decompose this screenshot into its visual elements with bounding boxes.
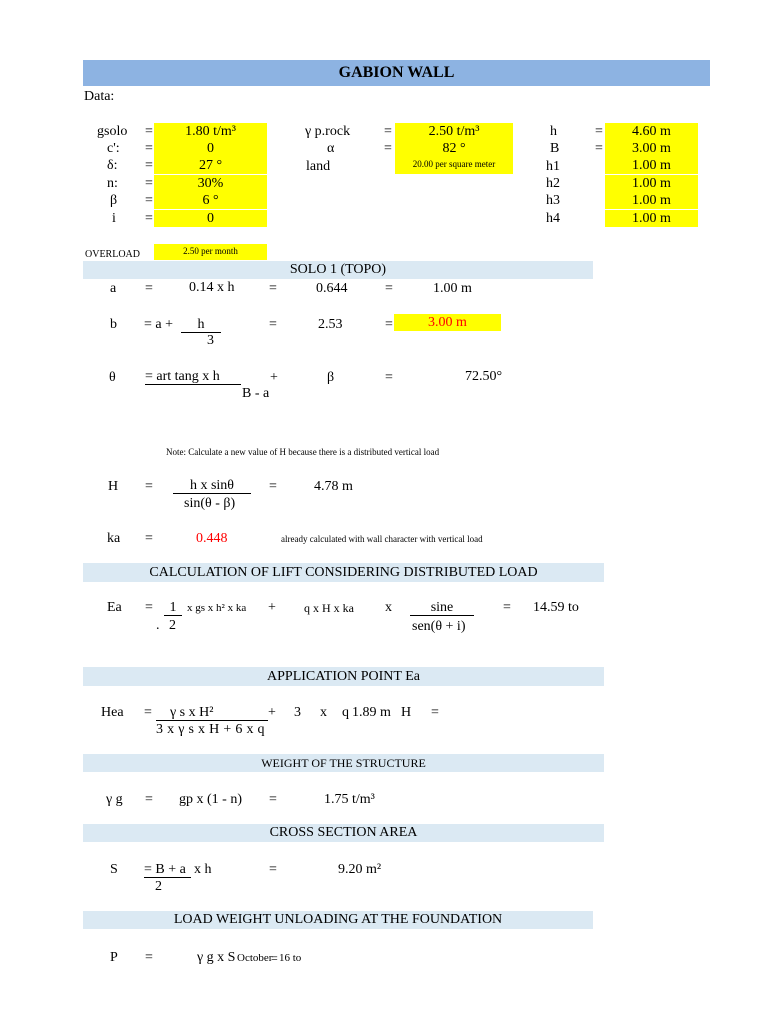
equals: = bbox=[269, 479, 277, 494]
equals: = bbox=[145, 141, 153, 156]
calc-H-numerator: h x sinθ bbox=[173, 478, 251, 494]
param-value: 1.00 m bbox=[605, 210, 698, 227]
equals: = bbox=[385, 281, 393, 296]
calc-Ea-sine: sine bbox=[410, 600, 474, 616]
equals: = bbox=[145, 950, 153, 965]
calc-S-value: 9.20 m² bbox=[338, 862, 382, 877]
calc-P-label: P bbox=[110, 950, 118, 965]
calc-S-label: S bbox=[110, 862, 118, 877]
calc-a-value: 0.644 bbox=[316, 281, 348, 296]
calc-theta-formula: = art tang x h bbox=[145, 369, 241, 385]
param-value: 3.00 m bbox=[605, 140, 698, 157]
param-value: 1.00 m bbox=[605, 192, 698, 209]
section-weight: WEIGHT OF THE STRUCTURE bbox=[83, 754, 604, 772]
param-label: land bbox=[306, 159, 331, 174]
param-value: 0 bbox=[154, 140, 267, 157]
param-value: 1.00 m bbox=[605, 175, 698, 192]
calc-Hea-numerator: γ s x H² bbox=[156, 705, 268, 721]
param-value: 30% bbox=[154, 175, 267, 192]
equals: = bbox=[431, 705, 439, 720]
equals: = bbox=[503, 600, 511, 615]
param-label: δ: bbox=[107, 158, 118, 173]
calc-a-formula: 0.14 x h bbox=[189, 280, 235, 295]
equals: = bbox=[269, 792, 277, 807]
param-label: h4 bbox=[546, 211, 560, 226]
param-label: c': bbox=[107, 141, 120, 156]
equals: = bbox=[385, 317, 393, 332]
calc-ka-note: already calculated with wall character with vertical load bbox=[281, 534, 483, 544]
calc-gamma-formula: gp x (1 - n) bbox=[179, 792, 242, 807]
param-value: 82 ° bbox=[395, 140, 513, 157]
equals: = bbox=[595, 124, 603, 139]
param-label: n: bbox=[107, 176, 118, 191]
calc-theta-beta: β bbox=[327, 370, 335, 385]
page-title: GABION WALL bbox=[83, 60, 710, 86]
param-value: 0 bbox=[154, 210, 267, 227]
calc-a-label: a bbox=[110, 281, 117, 296]
section-lift: CALCULATION OF LIFT CONSIDERING DISTRIBUTED LOAD bbox=[83, 563, 604, 582]
calc-Hea-x: x bbox=[320, 705, 327, 720]
calc-Hea-denominator: 3 x γ s x H + 6 x q bbox=[156, 722, 265, 737]
equals: = bbox=[145, 211, 153, 226]
param-label: gsolo bbox=[97, 124, 128, 139]
equals: = bbox=[145, 600, 153, 615]
calc-b-label: b bbox=[110, 317, 117, 332]
calc-H-value: 4.78 m bbox=[314, 479, 353, 494]
equals: = bbox=[145, 124, 153, 139]
calc-gamma-value: 1.75 t/m³ bbox=[324, 792, 375, 807]
calc-b-result: 3.00 m bbox=[394, 314, 501, 331]
calc-b-denominator: 3 bbox=[207, 333, 214, 348]
equals: = bbox=[385, 370, 393, 385]
calc-ka-value: 0.448 bbox=[196, 531, 228, 546]
param-value: 6 ° bbox=[154, 192, 267, 209]
calc-ka-label: ka bbox=[107, 531, 121, 546]
param-value: 4.60 m bbox=[605, 123, 698, 140]
calc-Ea-x: x bbox=[385, 600, 392, 615]
note-text: Note: Calculate a new value of H because there is a distributed vertical load bbox=[166, 447, 440, 457]
calc-Ea-qhk: q x H x ka bbox=[304, 601, 354, 615]
calc-Ea-sen: sen(θ + i) bbox=[412, 619, 466, 634]
param-value: 20.00 per square meter bbox=[395, 157, 513, 174]
calc-Ea-label: Ea bbox=[107, 600, 122, 615]
calc-a-result: 1.00 m bbox=[433, 281, 472, 296]
calc-theta-denominator: B - a bbox=[242, 386, 270, 401]
equals: = bbox=[145, 281, 153, 296]
equals: = bbox=[384, 124, 392, 139]
calc-Hea-H: H bbox=[401, 705, 412, 720]
equals: = bbox=[144, 705, 152, 720]
calc-Hea-three: 3 bbox=[294, 705, 301, 720]
equals: = bbox=[269, 317, 277, 332]
calc-theta-plus: + bbox=[270, 370, 278, 385]
equals: = bbox=[384, 141, 392, 156]
equals: = bbox=[145, 176, 153, 191]
calc-P-value: 16 to bbox=[279, 952, 302, 964]
section-cross: CROSS SECTION AREA bbox=[83, 824, 604, 842]
calc-Ea-terms: x gs x h² x ka bbox=[187, 602, 247, 614]
calc-H-label: H bbox=[108, 479, 119, 494]
data-label: Data: bbox=[84, 89, 115, 104]
calc-Hea-q: q bbox=[342, 705, 349, 720]
calc-P-word: October bbox=[237, 952, 273, 964]
calc-gamma-label: γ g bbox=[106, 792, 123, 807]
equals: = bbox=[271, 951, 278, 965]
calc-b-value: 2.53 bbox=[318, 317, 343, 332]
param-label: B bbox=[550, 141, 560, 156]
param-label: h2 bbox=[546, 176, 560, 191]
calc-Hea-label: Hea bbox=[101, 705, 124, 720]
section-app-point: APPLICATION POINT Ea bbox=[83, 667, 604, 686]
equals: = bbox=[145, 531, 153, 546]
calc-S-denominator: 2 bbox=[155, 879, 162, 894]
equals: = bbox=[145, 792, 153, 807]
overload-value: 2.50 per month bbox=[154, 244, 267, 260]
equals: = bbox=[269, 862, 277, 877]
param-label: γ p.rock bbox=[305, 124, 351, 139]
calc-Hea-value: 1.89 m bbox=[352, 705, 391, 720]
param-value: 1.80 t/m³ bbox=[154, 123, 267, 140]
calc-H-denominator: sin(θ - β) bbox=[184, 496, 236, 511]
param-label: α bbox=[327, 141, 335, 156]
equals: = bbox=[145, 158, 153, 173]
calc-Ea-one: 1 bbox=[164, 600, 182, 616]
overload-label: OVERLOAD bbox=[85, 249, 140, 260]
equals: = bbox=[145, 479, 153, 494]
calc-S-times: x h bbox=[194, 862, 212, 877]
param-label: h bbox=[550, 124, 557, 139]
calc-Ea-two: 2 bbox=[169, 618, 176, 633]
param-value: 27 ° bbox=[154, 157, 267, 174]
calc-theta-label: θ bbox=[109, 370, 116, 385]
calc-Hea-plus: + bbox=[268, 705, 276, 720]
calc-Ea-value: 14.59 to bbox=[533, 600, 579, 615]
equals: = bbox=[269, 281, 277, 296]
calc-b-numerator: h bbox=[181, 317, 221, 333]
param-label: β bbox=[110, 193, 118, 208]
param-value: 2.50 t/m³ bbox=[395, 123, 513, 140]
section-solo: SOLO 1 (TOPO) bbox=[83, 261, 593, 279]
equals: = bbox=[145, 193, 153, 208]
calc-theta-value: 72.50° bbox=[465, 369, 503, 384]
calc-S-numerator: = B + a bbox=[144, 862, 191, 878]
calc-P-formula: γ g x S bbox=[197, 950, 236, 965]
calc-Ea-plus: + bbox=[268, 600, 276, 615]
param-label: i bbox=[112, 211, 116, 226]
section-load: LOAD WEIGHT UNLOADING AT THE FOUNDATION bbox=[83, 911, 593, 929]
calc-Ea-dot: . bbox=[156, 618, 160, 633]
equals: = bbox=[595, 141, 603, 156]
param-label: h1 bbox=[546, 159, 560, 174]
param-label: h3 bbox=[546, 193, 560, 208]
calc-b-prefix: = a + bbox=[144, 317, 174, 332]
param-value: 1.00 m bbox=[605, 157, 698, 174]
